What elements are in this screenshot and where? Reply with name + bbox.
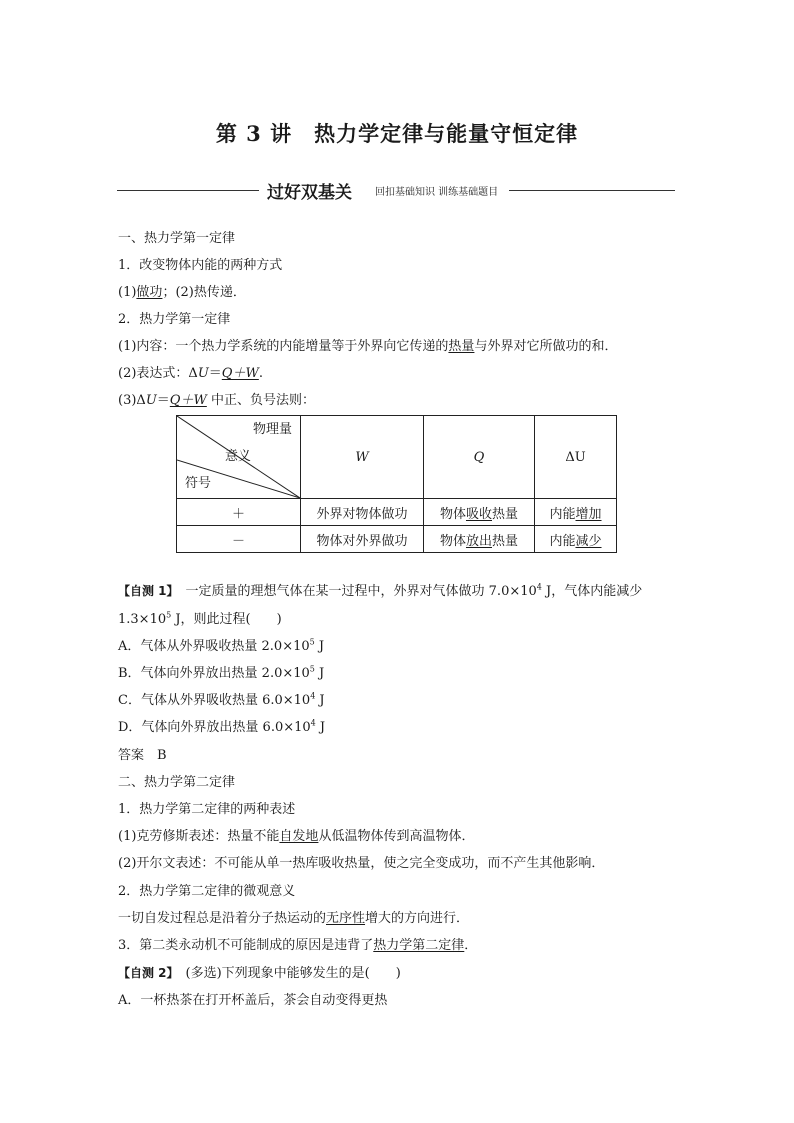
q1-stem-line2: $1.3\times 10^5$ J，则此过程( ) <box>118 610 282 627</box>
item-ways-title: 1．改变物体内能的两种方式 <box>118 258 283 273</box>
item-first-law-title: 2．热力学第一定律 <box>118 312 231 327</box>
sign-rule-table <box>176 415 617 553</box>
q1-answer: 答案 B <box>118 748 167 763</box>
header-Q: Q <box>424 416 535 499</box>
q1-tag: 【自测 1】 <box>118 584 173 598</box>
table-row-minus <box>177 526 617 553</box>
q1-stem-line1: 【自测 1】 一定质量的理想气体在某一过程中，外界对气体做功 $7.0\times 10^4$ J，气体内能减少 <box>118 582 643 599</box>
diag-label-meaning: 意义 <box>225 449 252 464</box>
q1-option-a: A．气体从外界吸收热量 $2.0\times 10^5$ J <box>118 637 325 654</box>
diag-label-quantity: 物理量 <box>252 422 292 437</box>
first-law-content: (1)内容：一个热力学系统的内能增量等于外界向它传递的热量与外界对它所做功的和． <box>118 339 618 354</box>
micro-meaning-text: 一切自发过程总是沿着分子热运动的无序性增大的方向进行． <box>118 911 470 926</box>
table-row-plus <box>177 499 617 526</box>
page-title: 第 3 讲 热力学定律与能量守恒定律 <box>215 121 579 146</box>
q1-option-c: C．气体从外界吸收热量 $6.0\times 10^4$ J <box>118 691 325 708</box>
q2-option-a: A．一杯热茶在打开杯盖后，茶会自动变得更热 <box>118 993 388 1008</box>
cell-sign-minus: － <box>177 526 301 553</box>
cell-U-plus: 内能增加 <box>535 499 617 526</box>
first-law-expression: (2)表达式：ΔU＝Q＋W. <box>118 366 263 381</box>
cell-Q-plus: 物体吸收热量 <box>424 499 535 526</box>
clausius-statement: (1)克劳修斯表述：热量不能自发地从低温物体传到高温物体． <box>118 829 475 844</box>
section-banner <box>117 176 675 206</box>
table-header-row <box>177 416 617 499</box>
heading-first-law: 一、热力学第一定律 <box>118 231 236 246</box>
cell-Q-minus: 物体放出热量 <box>424 526 535 553</box>
header-dU: ΔU <box>535 416 617 499</box>
heading-second-law: 二、热力学第二定律 <box>118 775 236 790</box>
cell-sign-plus: ＋ <box>177 499 301 526</box>
q1-option-d: D．气体向外界放出热量 $6.0\times 10^4$ J <box>118 718 326 735</box>
q2-stem: 【自测 2】 (多选)下列现象中能够发生的是( ) <box>118 966 401 981</box>
banner-rule-left <box>117 190 259 191</box>
header-W: W <box>301 416 424 499</box>
perpetual-motion-item: 3．第二类永动机不可能制成的原因是违背了热力学第二定律． <box>118 938 478 953</box>
banner-sub: 回扣基础知识 训练基础题目 <box>375 187 499 198</box>
sign-rule-intro: (3)ΔU＝Q＋W 中正、负号法则： <box>118 393 315 408</box>
cell-W-plus: 外界对物体做功 <box>301 499 424 526</box>
diag-label-sign: 符号 <box>185 476 212 491</box>
second-law-forms-title: 1．热力学第二定律的两种表述 <box>118 802 296 817</box>
q1-option-b: B．气体向外界放出热量 $2.0\times 10^5$ J <box>118 664 325 681</box>
banner-main: 过好双基关 <box>267 183 352 203</box>
diagonal-header-cell <box>177 416 301 499</box>
cell-W-minus: 物体对外界做功 <box>301 526 424 553</box>
item-ways: (1)做功；(2)热传递． <box>118 285 246 300</box>
micro-meaning-title: 2．热力学第二定律的微观意义 <box>118 884 296 899</box>
kelvin-statement: (2)开尔文表述：不可能从单一热库吸收热量，使之完全变成功，而不产生其他影响． <box>118 856 605 871</box>
cell-U-minus: 内能减少 <box>535 526 617 553</box>
q2-tag: 【自测 2】 <box>118 966 173 980</box>
banner-rule-right <box>509 190 675 191</box>
